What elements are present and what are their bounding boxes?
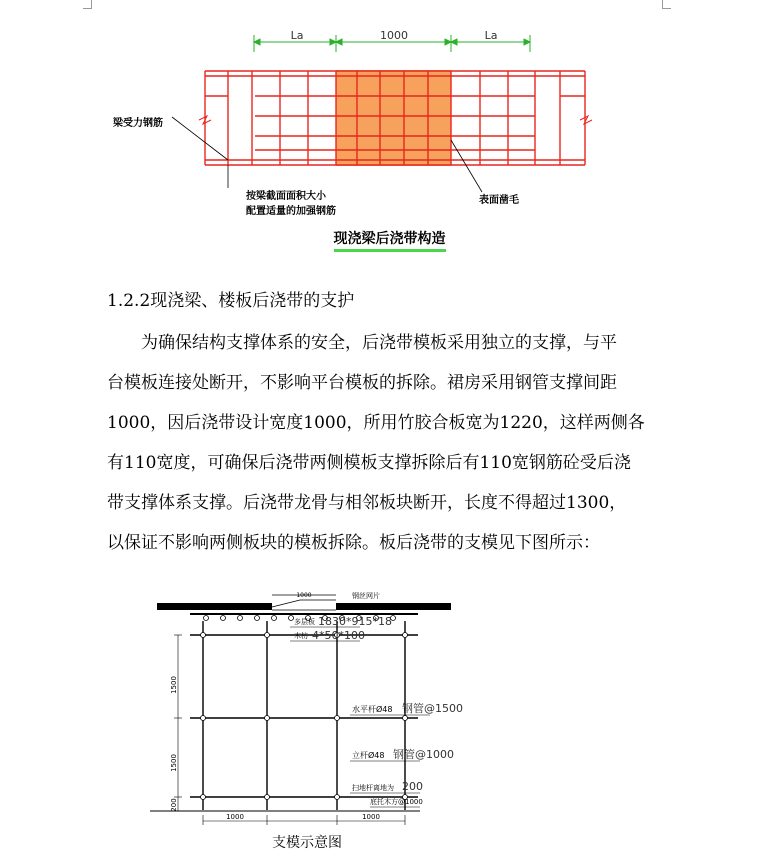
dim-bottom: 200 xyxy=(170,798,178,812)
dim-label-left: La xyxy=(290,29,304,42)
label-horizontal-bar: 水平杆Ø48 xyxy=(352,705,393,714)
label-reinforcement-1: 按梁截面面积大小 xyxy=(246,191,326,202)
post-pour-band xyxy=(336,70,451,166)
paragraph-line: 1000，因后浇带设计宽度1000，所用竹胶合板宽为1220，这样两侧各 xyxy=(107,413,645,433)
dim-span-left: 1000 xyxy=(226,813,244,821)
post-pour-band-diagram xyxy=(0,0,779,225)
paragraph-line: 为确保结构支撑体系的安全，后浇带模板采用独立的支撑，与平 xyxy=(141,333,617,353)
label-plywood-size: 1830*915*18 xyxy=(318,615,392,628)
paragraph-line: 台模板连接处断开，不影响平台模板的拆除。裙房采用钢管支撑间距 xyxy=(107,373,617,393)
label-plywood: 多层板 xyxy=(294,618,315,626)
paragraph-line: 有110宽度，可确保后浇带两侧模板支撑拆除后有110宽钢筋砼受后浇 xyxy=(107,453,631,473)
vertical-dimension xyxy=(174,635,182,811)
label-mesh: 钢丝网片 xyxy=(352,592,380,600)
section-heading: 1.2.2现浇梁、楼板后浇带的支护 xyxy=(107,291,355,311)
pipe-couplers xyxy=(201,633,408,800)
label-beam-rebar: 梁受力钢筋 xyxy=(113,118,163,129)
label-timber: 木枋 xyxy=(294,632,308,640)
paragraph-line: 带支撑体系支撑。后浇带龙骨与相邻板块断开，长度不得超过1300， xyxy=(107,493,627,513)
label-sweep-bar: 扫地杆离地为 xyxy=(352,784,394,792)
scaffold-frame xyxy=(190,621,418,810)
label-timber-size: 4*50*100 xyxy=(312,629,365,642)
label-sweep-height: 200 xyxy=(402,780,423,793)
slab-left xyxy=(157,603,272,610)
body-paragraph xyxy=(107,323,663,563)
dim-span-right: 1000 xyxy=(362,813,380,821)
figure2-caption: 支模示意图 xyxy=(272,835,342,851)
label-vertical-spacing: 钢管@1000 xyxy=(393,748,454,761)
label-horizontal-spacing: 钢管@1500 xyxy=(402,702,463,715)
figure1-caption: 现浇梁后浇带构造 xyxy=(0,228,779,248)
paragraph-line: 以保证不影响两侧板块的模板拆除。板后浇带的支模见下图所示： xyxy=(107,533,600,553)
label-base-timber: 底托木方@1000 xyxy=(370,798,423,806)
slab-right xyxy=(336,603,451,610)
top-dim: 1000 xyxy=(296,592,312,599)
formwork-support-diagram xyxy=(0,585,779,825)
label-reinforcement-2: 配置适量的加强钢筋 xyxy=(246,206,336,217)
dim-lower: 1500 xyxy=(170,754,178,772)
dim-upper: 1500 xyxy=(170,676,178,694)
dim-label-right: La xyxy=(484,29,498,42)
label-surface-roughen: 表面凿毛 xyxy=(479,195,519,206)
label-vertical-bar: 立杆Ø48 xyxy=(352,751,385,760)
dim-label-middle: 1000 xyxy=(380,29,408,42)
